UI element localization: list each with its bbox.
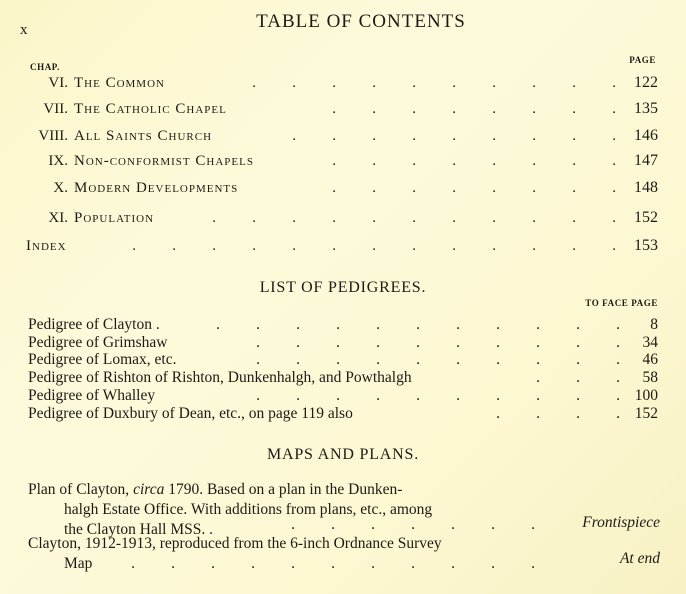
pedigree-row[interactable] [28, 351, 660, 369]
map-entry-line: halgh Estate Office. With additions from plans, etc., among [64, 501, 433, 518]
chapter-number: VIII. [38, 128, 68, 144]
pedigree-page: 8 [650, 316, 658, 333]
pedigrees-heading: LIST OF PEDIGREES. [259, 279, 427, 296]
pedigree-page: 34 [642, 334, 658, 351]
chapter-title: Population [74, 210, 155, 226]
leader-dots: . . . . . . . . . . . [216, 316, 620, 333]
page-folio: x [20, 22, 28, 38]
pedigree-row[interactable] [28, 316, 660, 334]
chapter-title: Non-conformist Chapels [74, 153, 254, 169]
page-title-text: TABLE OF CONTENTS [256, 11, 466, 32]
pedigree-page: 100 [634, 387, 658, 404]
toc-row[interactable] [20, 128, 660, 150]
chapter-number: IX. [48, 153, 68, 169]
leader-dots: . . . . . . . . . . . [131, 555, 535, 572]
map-location: Frontispiece [582, 514, 660, 531]
leader-dots: . . . . . . . . . . [256, 351, 620, 368]
leader-dots: . . . . . . . . . . [252, 75, 616, 91]
chapter-page: 146 [634, 127, 658, 144]
chapter-page: 152 [634, 209, 658, 226]
chapter-title: All Saints Church [74, 128, 213, 144]
toc-row[interactable] [20, 180, 660, 202]
pedigree-title: Pedigree of Duxbury of Dean, etc., on page 119 also [28, 405, 353, 422]
leader-dots: . . . . . . . . [332, 180, 616, 196]
chapter-page: 135 [634, 100, 658, 117]
leader-dots: . . . [536, 369, 620, 386]
chapter-page: 147 [634, 152, 658, 169]
leader-dots: . . . . . . . . . [292, 128, 616, 144]
maps-heading: MAPS AND PLANS. [266, 446, 420, 463]
leader-dots: . . . . . . . . . . [256, 387, 620, 404]
chapter-number: XI. [48, 210, 68, 226]
leader-dots: . . . . . . . . . . . [212, 210, 616, 226]
pedigree-title: Pedigree of Clayton . [28, 316, 160, 333]
index-page: 153 [634, 237, 658, 254]
pedigree-title: Pedigree of Grimshaw [28, 334, 168, 351]
index-title: Index [26, 238, 67, 254]
map-entry-line: the Clayton Hall MSS. . [64, 521, 213, 538]
pedigree-page: 46 [642, 351, 658, 368]
toc-row-index[interactable] [20, 238, 660, 260]
to-face-page-label: TO FACE PAGE [585, 298, 658, 308]
toc-row[interactable] [20, 75, 660, 97]
map-text: 1790. Based on a plan in the Dunken- [164, 481, 403, 498]
pedigree-row[interactable] [28, 369, 660, 387]
map-entry-line [28, 480, 432, 500]
toc-row[interactable] [20, 210, 660, 232]
pedigree-title: Pedigree of Whalley [28, 387, 156, 404]
page-title [0, 11, 686, 33]
toc-row[interactable] [20, 153, 660, 175]
leader-dots: . . . . . . . . . . [256, 334, 620, 351]
leader-dots: . . . . . . . . [332, 101, 616, 117]
leader-dots: . . . . . . . [291, 516, 535, 533]
chapter-number: VI. [48, 75, 68, 91]
chapter-number: X. [53, 180, 68, 196]
toc-row[interactable] [20, 101, 660, 123]
leader-dots: . . . . . . . . . . . . . [132, 238, 616, 254]
pedigree-row[interactable] [28, 405, 660, 423]
pedigree-page: 58 [642, 369, 658, 386]
chapter-page: 148 [634, 179, 658, 196]
map-entry-line: Clayton, 1912-1913, reproduced from the 6-inch Ordnance Survey [28, 535, 442, 552]
leader-dots: . . . . . . . . [332, 153, 616, 169]
map-text: Plan of Clayton, [28, 481, 134, 498]
pedigree-title: Pedigree of Lomax, etc. [28, 351, 177, 368]
chapter-title: Modern Developments [74, 180, 239, 196]
pedigree-title: Pedigree of Rishton of Rishton, Dunkenhalgh, and Powthalgh [28, 369, 412, 386]
pedigree-row[interactable] [28, 387, 660, 405]
map-text-italic: circa [133, 481, 165, 498]
pedigree-page: 152 [634, 405, 658, 422]
map-location: At end [619, 550, 660, 567]
chapter-title: The Common [74, 75, 165, 91]
chapter-title: The Catholic Chapel [74, 101, 227, 117]
pedigree-row[interactable] [28, 334, 660, 352]
chapter-page: 122 [634, 74, 658, 91]
map-entry-line: Map [64, 555, 93, 572]
page-column-label: PAGE [629, 55, 656, 65]
chapter-number: VII. [43, 101, 68, 117]
chap-column-label: CHAP. [30, 62, 60, 72]
leader-dots: . . . . [496, 405, 620, 422]
